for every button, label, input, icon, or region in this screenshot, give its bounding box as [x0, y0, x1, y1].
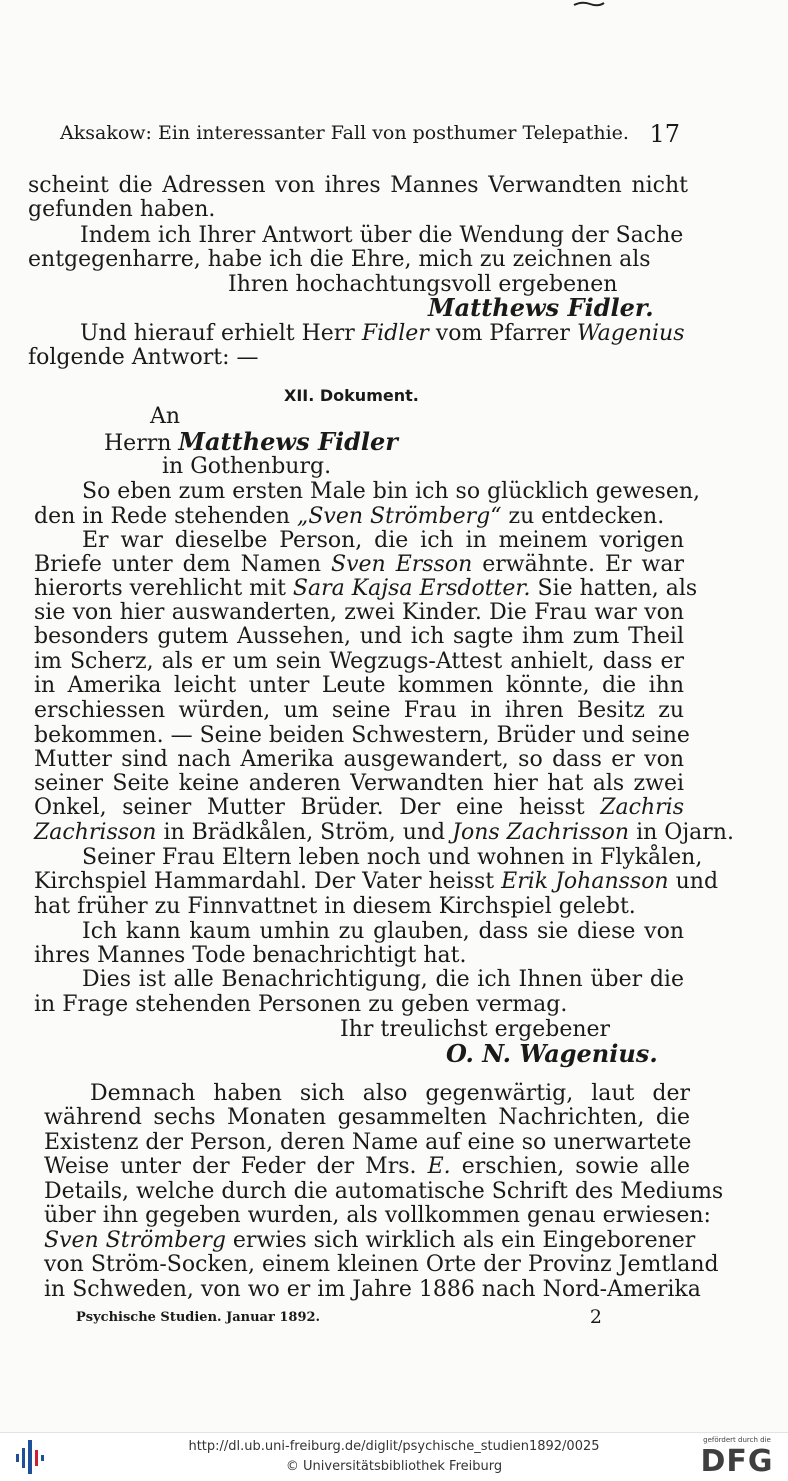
sheet-signature: 2 — [589, 1306, 602, 1328]
text-line: gefunden haben. — [28, 197, 216, 222]
text-line: erschiessen würden, um seine Frau in ihren Besitz zu — [34, 698, 684, 723]
text-line: Ich kann kaum umhin zu glauben, dass sie diese von — [82, 919, 684, 944]
text-line: ihres Mannes Tode benachrichtigt hat. — [34, 943, 467, 968]
sponsor-caption: gefördert durch die — [703, 1436, 771, 1444]
dfg-logo — [694, 1436, 780, 1478]
text-line: Sven Strömberg erwies sich wirklich als ein Eingeborener — [44, 1228, 696, 1253]
signature-fidler: Matthews Fidler. — [428, 293, 654, 322]
page-footer — [76, 1308, 636, 1330]
text-line: Und hierauf erhielt Herr Fidler vom Pfarrer Wagenius — [80, 321, 685, 346]
dfg-wordmark: DFG — [700, 1444, 774, 1479]
text-line: scheint die Adressen von ihres Mannes Verwandten nicht — [28, 173, 688, 198]
copyright: © Universitätsbibliothek Freiburg — [285, 1459, 503, 1474]
text-line: bekommen. — Seine beiden Schwestern, Brüder und seine — [34, 723, 690, 748]
address-herrn: Herrn Matthews Fidler — [104, 427, 398, 456]
text-line: in Amerika leicht unter Leute kommen könnte, die ihn — [34, 673, 684, 698]
text-line: So eben zum ersten Male bin ich so glücklich gewesen, — [82, 479, 700, 504]
text-line: über ihn gegeben wurden, als vollkommen genau erwiesen: — [44, 1203, 711, 1228]
text-line: besonders gutem Aussehen, und ich sagte ihm zum Theil — [34, 624, 684, 649]
text-line: Briefe unter dem Namen Sven Ersson erwähnte. Er war — [34, 552, 684, 577]
source-url[interactable]: http://dl.ub.uni-freiburg.de/diglit/psychische_studien1892/0025 — [188, 1439, 600, 1454]
text-line: Seiner Frau Eltern leben noch und wohnen in Flykålen, — [82, 845, 703, 870]
text-line: Details, welche durch die automatische Schrift des Mediums — [44, 1179, 724, 1204]
running-title: Aksakow: Ein interessanter Fall von posthumer Telepathie. — [60, 122, 629, 144]
text-line: entgegenharre, habe ich die Ehre, mich zu zeichnen als — [28, 247, 651, 272]
text-line: im Scherz, als er um sein Wegzugs-Attest anhielt, dass er — [34, 649, 684, 674]
text-line: in Schweden, von wo er im Jahre 1886 nach Nord-Amerika — [44, 1277, 701, 1302]
text-line: während sechs Monaten gesammelten Nachrichten, die — [44, 1105, 690, 1130]
name-wagenius: Wagenius — [576, 321, 685, 346]
signature-wagenius: O. N. Wagenius. — [446, 1039, 658, 1068]
text-line: Dies ist alle Benachrichtigung, die ich Ihnen über die — [82, 967, 684, 992]
text-line: den in Rede stehenden „Sven Strömberg“ zu entdecken. — [34, 504, 665, 529]
text-line: Zachrisson in Brädkålen, Ström, und Jons Zachrisson in Ojarn. — [34, 820, 734, 845]
text-line: Ihren hochachtungsvoll ergebenen — [228, 272, 618, 297]
text-line: seiner Seite keine anderen Verwandten hier hat als zwei — [34, 771, 684, 796]
text-line: Weise unter der Feder der Mrs. E. erschien, sowie alle — [44, 1154, 690, 1179]
document-heading: XII. Dokument. — [284, 386, 419, 405]
text-line: Onkel, seiner Mutter Brüder. Der eine heisst Zachris — [34, 795, 684, 820]
name-fidler: Fidler — [361, 321, 429, 346]
text-line: folgende Antwort: — — [28, 345, 259, 370]
bottom-bar — [0, 1432, 788, 1481]
journal-footer: Psychische Studien. Januar 1892. — [76, 1310, 321, 1325]
address-name: Matthews Fidler — [178, 427, 398, 456]
text-line: Indem ich Ihrer Antwort über die Wendung der Sache — [80, 223, 684, 248]
text-line: von Ström-Socken, einem kleinen Orte der Provinz Jemtland — [44, 1252, 719, 1277]
text-line: Er war dieselbe Person, die ich in meinem vorigen — [82, 528, 684, 553]
address-an: An — [150, 404, 181, 429]
text-line: hierorts verehlicht mit Sara Kajsa Ersdotter. Sie hatten, als — [34, 576, 698, 601]
text-line: sie von hier auswanderten, zwei Kinder. Die Frau war von — [34, 600, 684, 625]
text-line: Kirchspiel Hammardahl. Der Vater heisst Erik Johansson und — [34, 869, 719, 894]
text-line: hat früher zu Finnvattnet in diesem Kirchspiel gelebt. — [34, 894, 636, 919]
address-city: in Gothenburg. — [162, 454, 332, 479]
closing: Ihr treulichst ergebener — [340, 1017, 611, 1042]
text-line: Existenz der Person, deren Name auf eine so unerwartete — [44, 1130, 692, 1155]
page-number: 17 — [649, 120, 680, 148]
scan-mark — [572, 0, 606, 8]
text-line: Demnach haben sich also gegenwärtig, laut der — [90, 1081, 690, 1106]
text-line: Mutter sind nach Amerika ausgewandert, so dass er von — [34, 747, 684, 772]
text-line: in Frage stehenden Personen zu geben vermag. — [34, 992, 568, 1017]
running-header — [60, 122, 690, 152]
